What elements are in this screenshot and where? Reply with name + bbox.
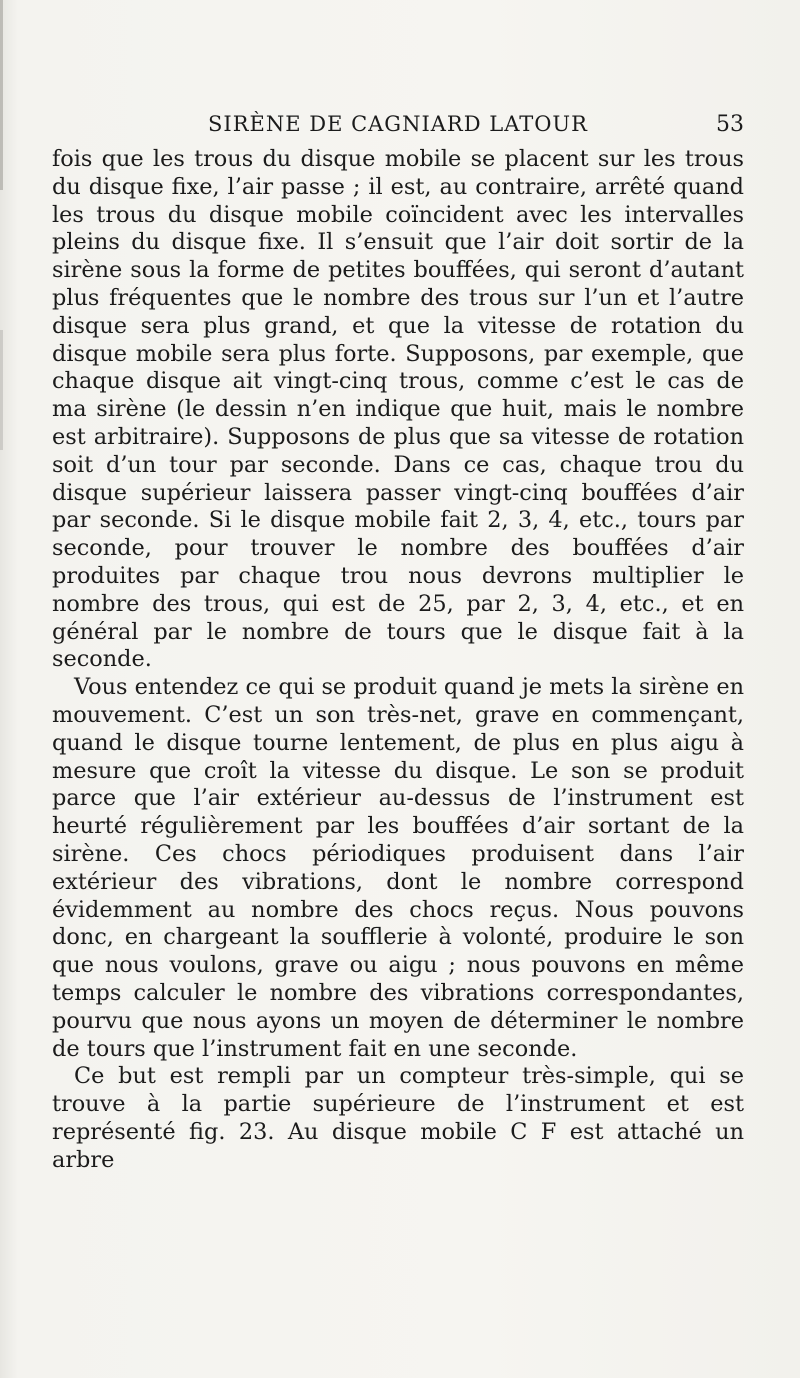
page-edge-shadow	[0, 330, 3, 450]
paragraph: fois que les trous du disque mobile se placent sur les trous du disque fixe, l’air passe ; il est, au contraire, arrêté quand les trous du disque mobile coïncident avec les intervalles pleins du disque fixe. Il s’ensuit que l’air doit sortir de la sirène sous la forme de petites bouffées, qui seront d’autant plus fréquentes que le nombre des trous sur l’un et l’autre disque sera plus grand, et que la vitesse de rotation du disque mobile sera plus forte. Supposons, par exemple, que chaque disque ait vingt-cinq trous, comme c’est le cas de ma sirène (le dessin n’en indique que huit, mais le nombre est arbitraire). Supposons de plus que sa vitesse de rotation soit d’un tour par seconde. Dans ce cas, chaque trou du disque supérieur laissera passer vingt-cinq bouffées d’air par seconde. Si le disque mobile fait 2, 3, 4, etc., tours par seconde, pour trouver le nombre des bouffées d’air produites par chaque trou nous devrons multiplier le nombre des trous, qui est de 25, par 2, 3, 4, etc., et en général par le nombre de tours que le disque fait à la seconde.	[52, 146, 744, 673]
running-header	[52, 112, 744, 144]
page-number: 53	[716, 112, 744, 137]
paragraph: Ce but est rempli par un compteur très-simple, qui se trouve à la partie supérieure de l’instrument et est représenté fig. 23. Au disque mobile C F est attaché un arbre	[52, 1063, 744, 1173]
paragraph: Vous entendez ce qui se produit quand je mets la sirène en mouvement. C’est un son très-net, grave en commençant, quand le disque tourne lentement, de plus en plus aigu à mesure que croît la vitesse du disque. Le son se produit parce que l’air extérieur au-dessus de l’instrument est heurté régulièrement par les bouffées d’air sortant de la sirène. Ces chocs périodiques produisent dans l’air extérieur des vibrations, dont le nombre correspond évidemment au nombre des chocs reçus. Nous pouvons donc, en chargeant la soufflerie à volonté, produire le son que nous voulons, grave ou aigu ; nous pouvons en même temps calculer le nombre des vibrations correspondantes, pourvu que nous ayons un moyen de déterminer le nombre de tours que l’instrument fait en une seconde.	[52, 674, 744, 1062]
page-edge-shadow	[0, 0, 3, 190]
running-title: SIRÈNE DE CAGNIARD LATOUR	[208, 112, 588, 136]
body-text	[52, 146, 744, 1174]
